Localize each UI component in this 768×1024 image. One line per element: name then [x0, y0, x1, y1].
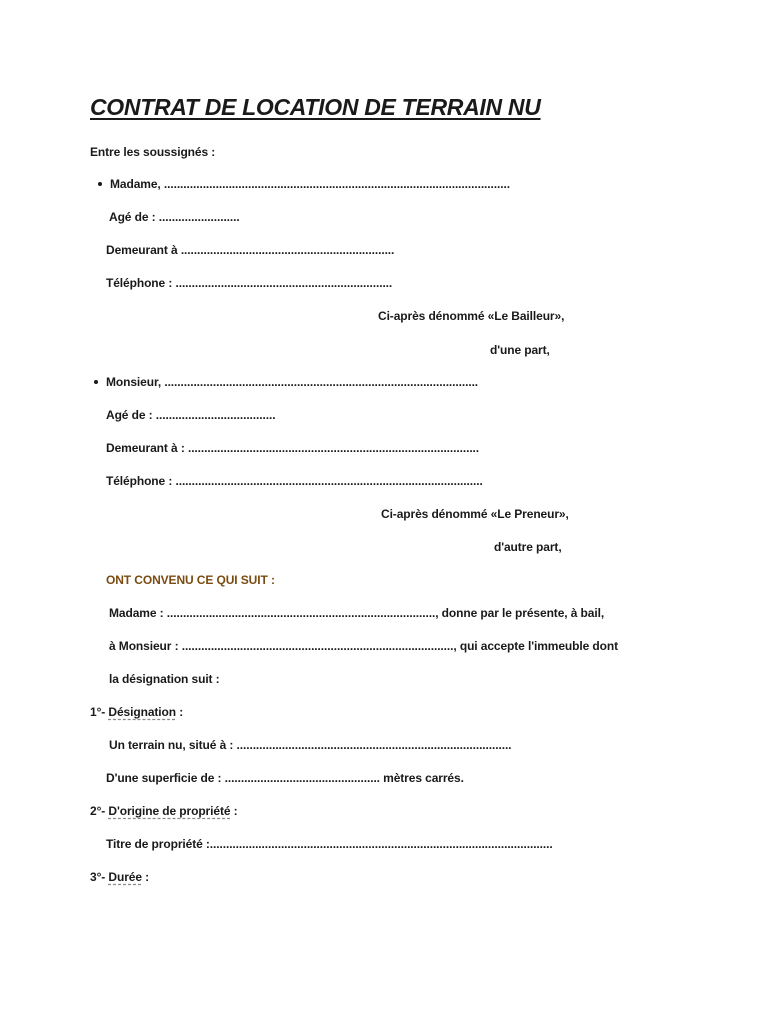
section-3-colon: : [141, 870, 150, 884]
agreement-line-3: la désignation suit : [109, 672, 220, 686]
document-title: CONTRAT DE LOCATION DE TERRAIN NU [90, 94, 541, 120]
section-1-colon: : [175, 705, 184, 719]
bullet-icon [98, 182, 102, 186]
section-3-title: Durée [108, 870, 142, 884]
section-1-line-2: D'une superficie de : ................................................ mètres carrés. [106, 771, 464, 785]
section-1-heading [90, 704, 183, 720]
section-3-heading [90, 869, 149, 885]
lessor-age-line: Agé de : ......................... [109, 210, 240, 224]
agreement-heading: ONT CONVENU CE QUI SUIT : [106, 573, 275, 587]
section-2-number: 2°- [90, 804, 109, 818]
lessor-name-line: Madame, ........................................................................................................... [110, 177, 510, 191]
intro-text: Entre les soussignés : [90, 145, 216, 159]
section-1-title: Désignation [108, 705, 176, 719]
section-3-number: 3°- [90, 870, 109, 884]
bullet-icon [94, 380, 98, 384]
agreement-line-1: Madame : ..................................................................................., donne par le présente, à bail, [109, 606, 605, 620]
agreement-line-2: à Monsieur : ...................................................................................., qui accepte l'immeuble dont [109, 639, 619, 653]
lessor-party: d'une part, [490, 343, 550, 357]
section-1-number: 1°- [90, 705, 109, 719]
lessee-name-line: Monsieur, ................................................................................................. [106, 375, 479, 389]
lessee-designation: Ci-après dénommé «Le Preneur», [381, 507, 569, 521]
lessor-designation: Ci-après dénommé «Le Bailleur», [378, 309, 565, 323]
section-2-title: D'origine de propriété [108, 804, 231, 818]
lessor-phone-line: Téléphone : ................................................................... [106, 276, 393, 290]
lessee-age-line: Agé de : ..................................... [106, 408, 276, 422]
section-2-line-1: Titre de propriété :.......................................................................................................... [106, 837, 553, 851]
lessee-address-line: Demeurant à : .......................................................................................... [106, 441, 480, 455]
section-2-colon: : [230, 804, 238, 818]
lessee-phone-line: Téléphone : ............................................................................................... [106, 474, 483, 488]
section-1-line-1: Un terrain nu, situé à : ..................................................................................... [109, 738, 512, 752]
section-2-heading [90, 803, 238, 819]
lessee-party: d'autre part, [494, 540, 562, 554]
lessor-address-line: Demeurant à .................................................................. [106, 243, 395, 257]
